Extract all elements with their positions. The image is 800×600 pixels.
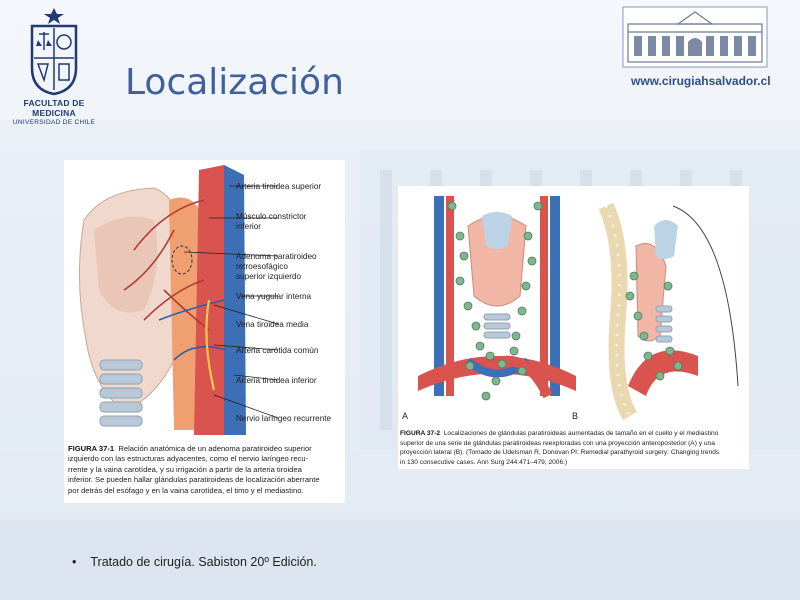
caption-label: FIGURA 37-2 — [400, 430, 441, 437]
caption-line: izquierdo con las estructuras adyacentes, como el nervio laríngeo recu- — [68, 454, 309, 464]
label-adenoma-2: retroesofágico — [236, 262, 288, 271]
reference-bullet — [72, 555, 317, 569]
faculty-logo — [8, 6, 100, 126]
figure-37-2 — [398, 186, 749, 469]
website-url[interactable]: www.cirugiahsalvador.cl — [631, 74, 771, 88]
label-arteria-tiroidea-superior: Arteria tiroidea superior — [236, 182, 322, 191]
caption-line: por detrás del esófago y en la vaina carotídea, el timo y el mediastino. — [68, 485, 304, 495]
label-adenoma: Adenoma paratiroideo — [236, 252, 317, 261]
caption-line: rrente y la vaina carotídea, y su irrigación a partir de la arteria tiroidea — [68, 464, 302, 474]
hospital-building-logo — [622, 6, 768, 68]
panel-b-drawing — [606, 206, 738, 416]
panel-b-label: B — [572, 411, 579, 421]
caption-label: FIGURA 37-1 — [68, 444, 115, 453]
label-musculo-constrictor: Músculo constrictor — [236, 212, 307, 221]
label-nervio-laringeo-recurrente: Nervio laríngeo recurrente — [236, 414, 332, 423]
slide-title: Localización — [125, 62, 344, 103]
faculty-name: FACULTAD DE MEDICINA — [23, 98, 85, 118]
panel-a-drawing — [418, 196, 576, 396]
figure-37-1 — [64, 160, 345, 503]
caption-line: superior de una serie de glándulas paratiroideas reexploradas con una proyección anteroposterior (A) y una — [400, 439, 715, 447]
figure-37-2-caption — [400, 429, 749, 467]
faculty-crest-icon — [26, 6, 82, 96]
university-name: UNIVERSIDAD DE CHILE — [12, 119, 96, 126]
reference-text: Tratado de cirugía. Sabiston 20º Edición. — [90, 555, 317, 569]
caption-line: inferior. Se pueden hallar glándulas paratiroideas de localización aberrante — [68, 475, 320, 485]
bullet-dot-icon: • — [72, 555, 77, 569]
caption-line: proyección lateral (B). (Tomado de Udelsman R, Donovan PI: Remedial parathyroid surgery: Changing trends — [400, 449, 720, 456]
label-arteria-tiroidea-inferior: Arteria tiroidea inferior — [236, 376, 317, 385]
panel-a-label: A — [402, 411, 409, 421]
parathyroid-locations-illustration — [398, 186, 749, 422]
label-arteria-carotida-comun: Arteria carótida común — [236, 346, 319, 355]
label-musculo-constrictor-2: inferior — [236, 222, 262, 231]
caption-line: in 130 consecutive cases. Ann Surg 244:471–479, 2006.) — [400, 458, 568, 466]
figure-37-1-caption — [68, 444, 341, 496]
caption-line: Localizaciones de glándulas paratiroideas aumentadas de tamaño en el cuello y el mediastino — [443, 430, 719, 437]
label-vena-yugular-interna: Vena yugular interna — [236, 292, 312, 301]
label-vena-tiroidea-media: Vena tiroidea media — [236, 320, 309, 329]
label-adenoma-3: superior izquierdo — [236, 272, 302, 281]
caption-line: Relación anatómica de un adenoma paratiroideo superior — [118, 444, 312, 453]
